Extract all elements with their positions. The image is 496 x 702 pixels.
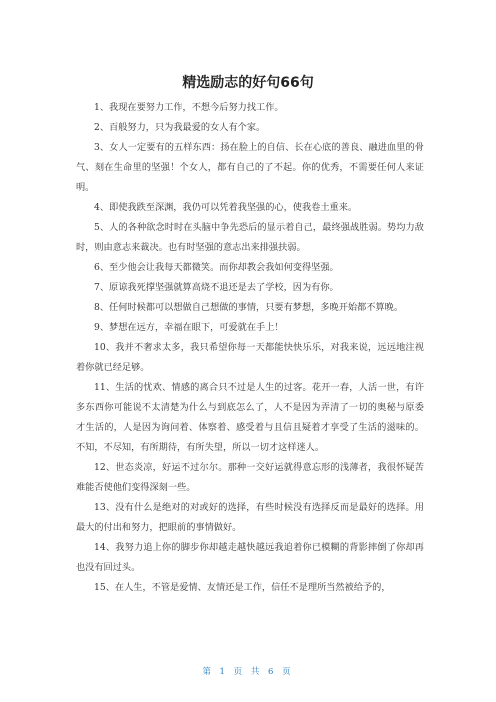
paragraph-9: 9、梦想在远方，幸福在眼下，可爱就在手上！ — [94, 322, 284, 333]
paragraph-15: 15、在人生，不管是爱情、友情还是工作，信任不是理所当然被给予的， — [94, 582, 391, 593]
paragraph-1: 1、我现在要努力工作，不想今后努力找工作。 — [94, 102, 284, 113]
paragraph-6: 6、至少他会让我每天都微笑。而你却教会我如何变得坚强。 — [94, 262, 339, 273]
paragraph-3: 3、女人一定要有的五样东西：扬在脸上的自信、长在心底的善良、融进血里的骨气、刻在生命里的坚强！个女人，都有自己的了不起。你的优秀，不需要任何人来证明。 — [76, 142, 424, 193]
paragraph-11: 11、生活的忧欢、情感的离合只不过是人生的过客。花开一春，人活一世，有许多东西你可能说不太清楚为什么与到底怎么了，人不是因为弄清了一切的奥秘与原委才生活的，人是因为询问着、体察着、感受着与且信且疑着才享受了生活的滋味的。不知，不尽知，有所期待，有所失望，所以一切才这样迷人。 — [76, 382, 424, 453]
paragraph-10: 10、我并不奢求太多，我只希望你每一天都能快快乐乐，对我来说，远远地注视着你就已经足够。 — [76, 342, 424, 373]
paragraph-13: 13、没有什么是绝对的对或好的选择，有些时候没有选择反而是最好的选择。用最大的付出和努力，把眼前的事情做好。 — [76, 502, 424, 533]
paragraph-12: 12、世态炎凉，好运不过尔尔。那种一交好运就得意忘形的浅薄者，我很怀疑苦难能否使他们变得深刻一些。 — [76, 462, 424, 493]
paragraph-8: 8、任何时候都可以想做自己想做的事情，只要有梦想，多晚开始都不算晚。 — [94, 302, 404, 313]
paragraph-7: 7、原谅我死撑坚强就算高烧不退还是去了学校，因为有你。 — [94, 282, 339, 293]
paragraph-4: 4、即使我跌至深渊，我仍可以凭着我坚强的心，使我卷土重来。 — [94, 202, 358, 213]
page-number-footer: 第 1 页 共 6 页 — [202, 667, 294, 677]
paragraph-2: 2、百般努力，只为我最爱的女人有个家。 — [94, 122, 266, 133]
paragraph-14: 14、我努力追上你的脚步你却越走越快越远我追着你已模糊的背影摔倒了你却再也没有回过头。 — [76, 542, 424, 573]
document-title: 精选励志的好句66句 — [182, 75, 314, 91]
paragraph-5: 5、人的各种欲念时时在头脑中争先恐后的显示着自己，最终强战胜弱。势均力敌时，则由意志来裁决。也有时坚强的意志出来排强扶弱。 — [76, 222, 424, 253]
document-body — [76, 98, 424, 598]
